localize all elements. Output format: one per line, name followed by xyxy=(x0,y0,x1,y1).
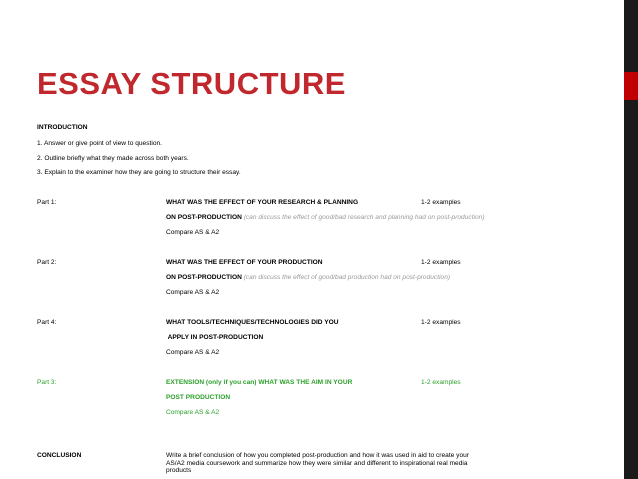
part-2-line2: ON POST-PRODUCTION xyxy=(166,274,242,281)
intro-point-3: 3. Explain to the examiner how they are going to structure their essay. xyxy=(37,169,241,176)
conclusion-text: Write a brief conclusion of how you completed post-production and how it was used in aid to create your AS/A2 media coursework and summarize how they were similar and different to inspirational real media products xyxy=(166,452,469,474)
right-bar-accent xyxy=(624,72,638,100)
part-2-question: WHAT WAS THE EFFECT OF YOUR PRODUCTION xyxy=(166,259,323,266)
part-4-label: Part 4: xyxy=(37,319,57,326)
part-4-compare: Compare AS & A2 xyxy=(166,349,220,356)
part-3-question: EXTENSION (only if you can) WHAT WAS THE AIM IN YOUR xyxy=(166,379,353,386)
part-2-examples: 1-2 examples xyxy=(421,259,461,266)
intro-point-2: 2. Outline briefly what they made across both years. xyxy=(37,155,189,162)
part-1-line2: ON POST-PRODUCTION xyxy=(166,214,242,221)
part-1-compare: Compare AS & A2 xyxy=(166,229,220,236)
part-2-question-cont xyxy=(166,274,450,282)
part-4-examples: 1-2 examples xyxy=(421,319,461,326)
part-4-question-cont: APPLY IN POST-PRODUCTION xyxy=(166,334,264,341)
part-1-question-cont xyxy=(166,214,485,222)
slide-title: ESSAY STRUCTURE xyxy=(37,66,346,101)
intro-heading: INTRODUCTION xyxy=(37,124,88,131)
part-1-examples: 1-2 examples xyxy=(421,199,461,206)
right-side-bar xyxy=(624,0,638,479)
part-3-examples: 1-2 examples xyxy=(421,379,461,386)
part-4-question: WHAT TOOLS/TECHNIQUES/TECHNOLOGIES DID YOU xyxy=(166,319,339,326)
intro-point-1: 1. Answer or give point of view to question. xyxy=(37,140,162,147)
conclusion-label: CONCLUSION xyxy=(37,452,82,459)
part-3-question-cont: POST PRODUCTION xyxy=(166,394,231,401)
part-2-compare: Compare AS & A2 xyxy=(166,289,220,296)
part-3-compare: Compare AS & A2 xyxy=(166,409,220,416)
part-3-label: Part 3: xyxy=(37,379,57,386)
part-1-question: WHAT WAS THE EFFECT OF YOUR RESEARCH & PLANNING xyxy=(166,199,359,206)
part-1-note: (can discuss the effect of good/bad research and planning had on post-production) xyxy=(243,214,485,221)
part-2-label: Part 2: xyxy=(37,259,57,266)
part-2-note: (can discuss the effect of good/bad production had on post-production) xyxy=(243,274,451,281)
part-1-label: Part 1: xyxy=(37,199,57,206)
